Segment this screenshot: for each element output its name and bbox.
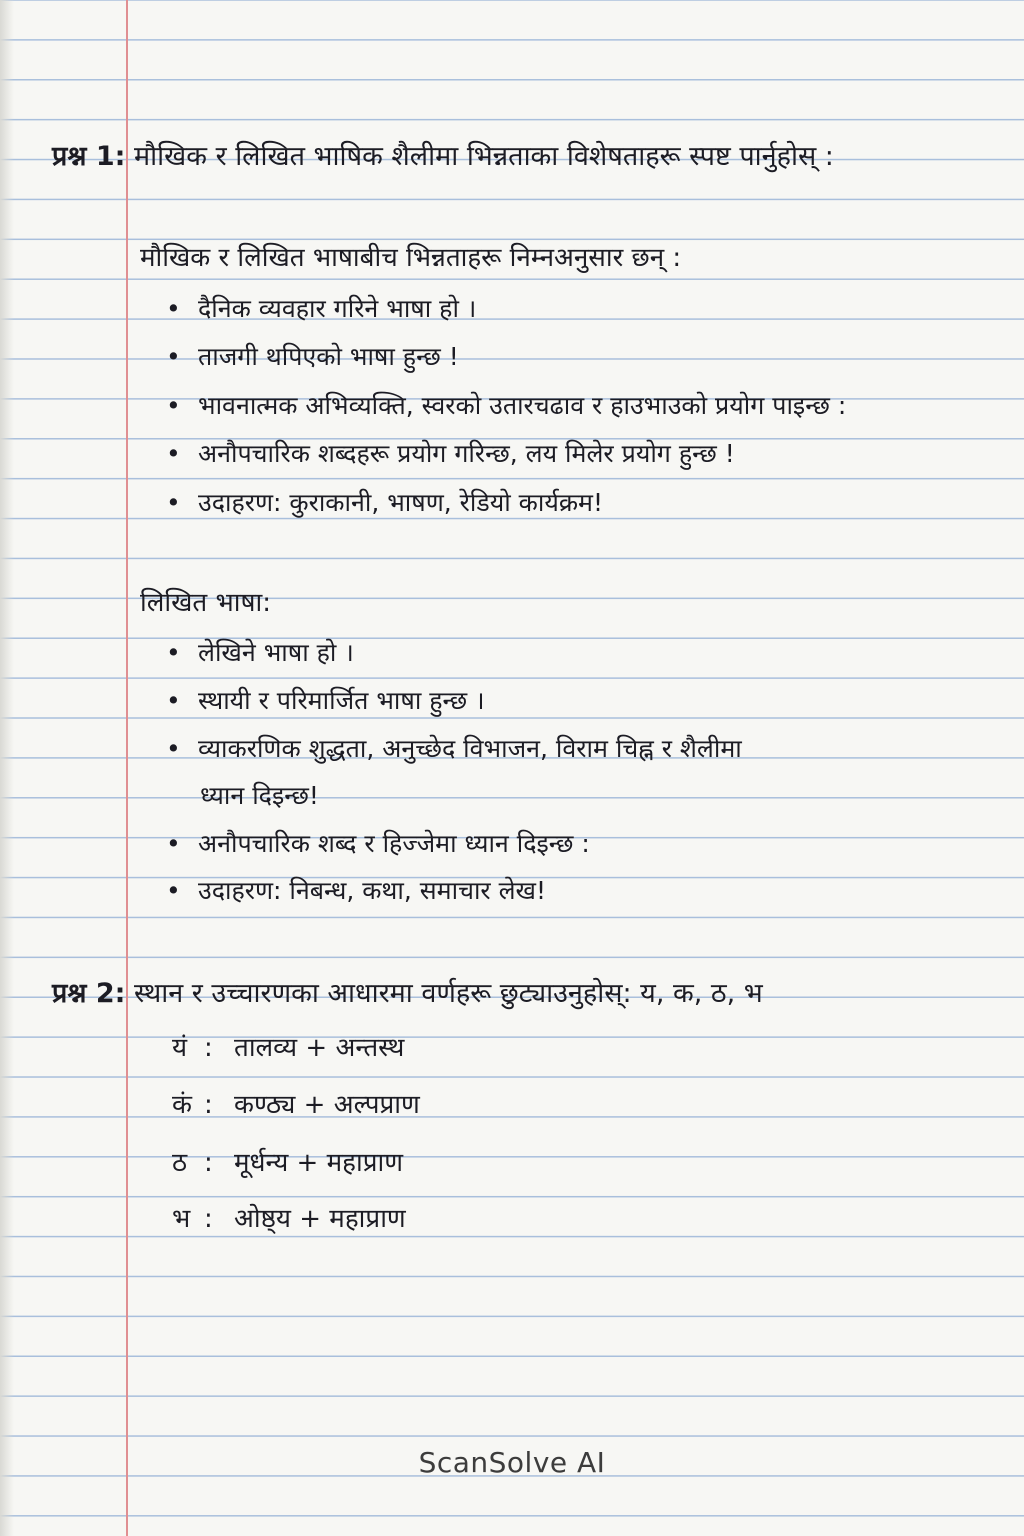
written-section-heading: लिखित भाषा:: [140, 588, 271, 618]
question-2-heading: [52, 980, 763, 1007]
classification-row: भ : ओष्ठ्य + महाप्राण: [172, 1204, 406, 1234]
bullet-icon: •: [166, 829, 181, 858]
list-item: • लेखिने भाषा हो ।: [166, 638, 354, 667]
list-item-continuation: ध्यान दिइन्छ!: [200, 781, 319, 810]
list-item: • ताजगी थपिएको भाषा हुन्छ !: [166, 342, 459, 371]
bullet-icon: •: [166, 734, 181, 763]
margin-line: [126, 0, 128, 1536]
list-item: • उदाहरण: निबन्ध, कथा, समाचार लेख!: [166, 876, 547, 905]
list-item: • अनौपचारिक शब्दहरू प्रयोग गरिन्छ, लय मिलेर प्रयोग हुन्छ !: [166, 439, 735, 468]
classification-row: कं : कण्ठ्य + अल्पप्राण: [172, 1090, 420, 1120]
question-1-text: मौखिक र लिखित भाषिक शैलीमा भिन्नताका विशेषताहरू स्पष्ट पार्नुहोस् :: [134, 141, 834, 172]
classification-row: यं : तालव्य + अन्तस्थ: [172, 1033, 405, 1063]
bullet-icon: •: [166, 342, 181, 371]
list-item: • अनौपचारिक शब्द र हिज्जेमा ध्यान दिइन्छ :: [166, 829, 590, 858]
list-item: • दैनिक व्यवहार गरिने भाषा हो ।: [166, 294, 477, 323]
classification-row: ठ : मूर्धन्य + महाप्राण: [172, 1148, 404, 1178]
list-item: • स्थायी र परिमार्जित भाषा हुन्छ ।: [166, 686, 485, 715]
oral-section-heading: मौखिक र लिखित भाषाबीच भिन्नताहरू निम्नअनुसार छन् :: [140, 243, 682, 273]
bullet-icon: •: [166, 439, 181, 468]
question-1-label: प्रश्न 1:: [52, 141, 126, 172]
list-item: • उदाहरण: कुराकानी, भाषण, रेडियो कार्यक्रम!: [166, 488, 604, 517]
list-item: • व्याकरणिक शुद्धता, अनुच्छेद विभाजन, विराम चिह्न र शैलीमा: [166, 734, 742, 763]
bullet-icon: •: [166, 294, 181, 323]
bullet-icon: •: [166, 686, 181, 715]
question-2-text: स्थान र उच्चारणका आधारमा वर्णहरू छुट्याउनुहोस्: य, क, ठ, भ: [134, 978, 763, 1009]
bullet-icon: •: [166, 488, 181, 517]
watermark: ScanSolve AI: [418, 1446, 606, 1479]
bullet-icon: •: [166, 876, 181, 905]
question-1-heading: [52, 143, 834, 170]
question-2-label: प्रश्न 2:: [52, 978, 126, 1009]
list-item: • भावनात्मक अभिव्यक्ति, स्वरको उतारचढाव र हाउभाउको प्रयोग पाइन्छ :: [166, 391, 847, 420]
bullet-icon: •: [166, 391, 181, 420]
bullet-icon: •: [166, 638, 181, 667]
